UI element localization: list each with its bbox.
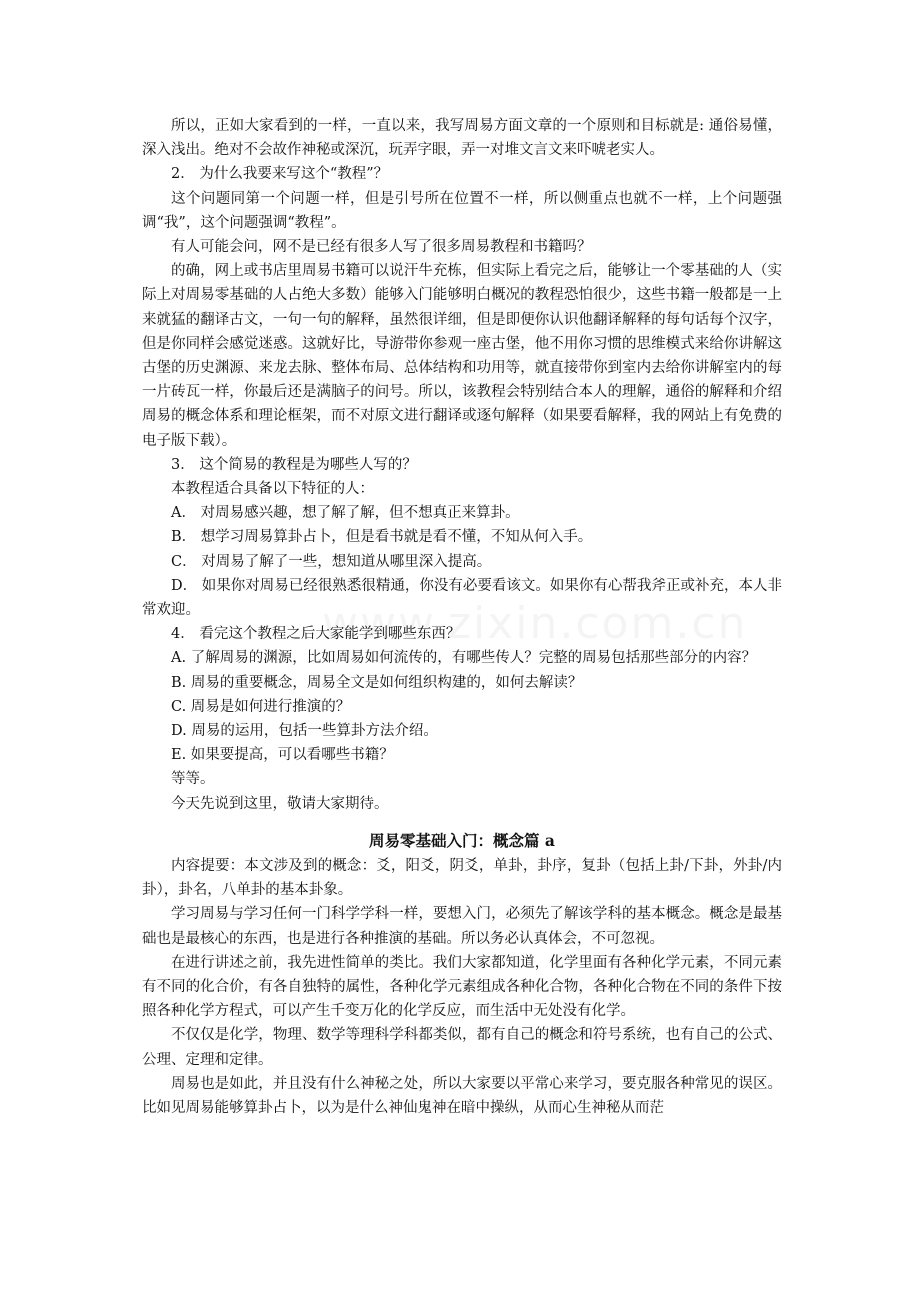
- list-item: A. 了解周易的渊源，比如周易如何流传的，有哪些传人？完整的周易包括那些部分的内容？: [171, 650, 757, 667]
- numbered-heading: 2． 为什么我要来写这个“教程”？: [171, 166, 389, 183]
- list-item: D． 如果你对周易已经很熟悉很精通，你没有必要看该文。如果你有心帮我斧正或补充，本人非常欢迎。: [142, 577, 782, 619]
- list-item: E. 如果要提高，可以看哪些书籍？: [171, 747, 394, 764]
- paragraph: 等等。: [171, 771, 215, 788]
- paragraph: 本教程适合具备以下特征的人：: [171, 481, 374, 498]
- list-item: C. 周易是如何进行推演的？: [171, 698, 351, 715]
- list-item: A． 对周易感兴趣，想了解了解，但不想真正来算卦。: [171, 505, 520, 522]
- paragraph: 有人可能会问，网不是已经有很多人写了很多周易教程和书籍吗？: [171, 239, 592, 256]
- paragraph: 这个问题同第一个问题一样，但是引号所在位置不一样，所以侧重点也就不一样，上个问题强调“我”，这个问题强调“教程”。: [142, 190, 782, 231]
- summary-paragraph: 内容提要：本文涉及到的概念：爻，阳爻，阴爻，单卦，卦序，复卦（包括上卦/下卦，外卦/内卦），卦名，八单卦的基本卦象。: [142, 857, 782, 899]
- paragraph: 周易也是如此，并且没有什么神秘之处，所以大家要以平常心来学习，要克服各种常见的误区。比如见周易能够算卦占卜，以为是什么神仙鬼神在暗中操纵，从而心生神秘从而茫: [142, 1075, 782, 1116]
- numbered-heading: 4． 看完这个教程之后大家能学到哪些东西？: [171, 626, 461, 643]
- paragraph: 今天先说到这里，敬请大家期待。: [171, 795, 389, 812]
- paragraph: 不仅仅是化学，物理、数学等理科学科都类似，都有自己的概念和符号系统，也有自己的公式、公理、定理和定律。: [142, 1027, 782, 1068]
- document-body: [142, 114, 782, 1120]
- numbered-heading: 3． 这个简易的教程是为哪些人写的？: [171, 456, 417, 473]
- list-item: C． 对周易了解了一些，想知道从哪里深入提高。: [171, 553, 492, 570]
- list-item: B. 周易的重要概念，周易全文是如何组织构建的，如何去解读？: [171, 674, 583, 691]
- paragraph: 在进行讲述之前，我先进性简单的类比。我们大家都知道，化学里面有各种化学元素，不同元素有不同的化合价，有各自独特的属性，各种化学元素组成各种化合物，各种化合物在不同的条件下按照各种化学方程式，可以产生千变万化的化学反应，而生活中无处没有化学。: [142, 954, 782, 1020]
- list-item: D. 周易的运用，包括一些算卦方法介绍。: [171, 723, 438, 740]
- paragraph: 的确，网上或书店里周易书籍可以说汗牛充栋，但实际上看完之后，能够让一个零基础的人（实际上对周易零基础的人占绝大多数）能够入门能够明白概况的教程恐怕很少，这些书籍一般都是一上来就猛的翻译古文，一句一句的解释，虽然很详细，但是即便你认识他翻译解释的每句话每个汉字，但是你同样会感觉迷惑。这就好比，导游带你参观一座古堡，他不用你习惯的思维模式来给你讲解这古堡的历史渊源、来龙去脉、整体布局、总体结构和功用等，就直接带你到室内去给你讲解室内的每一片砖瓦一样，你最后还是满脑子的问号。所以，该教程会特别结合本人的理解，通俗的解释和介绍周易的概念体系和理论框架，而不对原文进行翻译或逐句解释（如果要看解释，我的网站上有免费的电子版下载）。: [142, 263, 782, 449]
- list-item: B． 想学习周易算卦占卜，但是看书就是看不懂，不知从何入手。: [171, 529, 593, 546]
- paragraph: 学习周易与学习任何一门科学学科一样，要想入门，必须先了解该学科的基本概念。概念是最基础也是最核心的东西，也是进行各种推演的基础。所以务必认真体会，不可忽视。: [142, 906, 782, 947]
- section-title: 周易零基础入门：概念篇 a: [369, 830, 555, 850]
- paragraph: 所以，正如大家看到的一样，一直以来，我写周易方面文章的一个原则和目标就是: 通俗易懂，深入浅出。绝对不会故作神秘或深沉，玩弄字眼，弄一对堆文言文来吓唬老实人。: [142, 118, 782, 159]
